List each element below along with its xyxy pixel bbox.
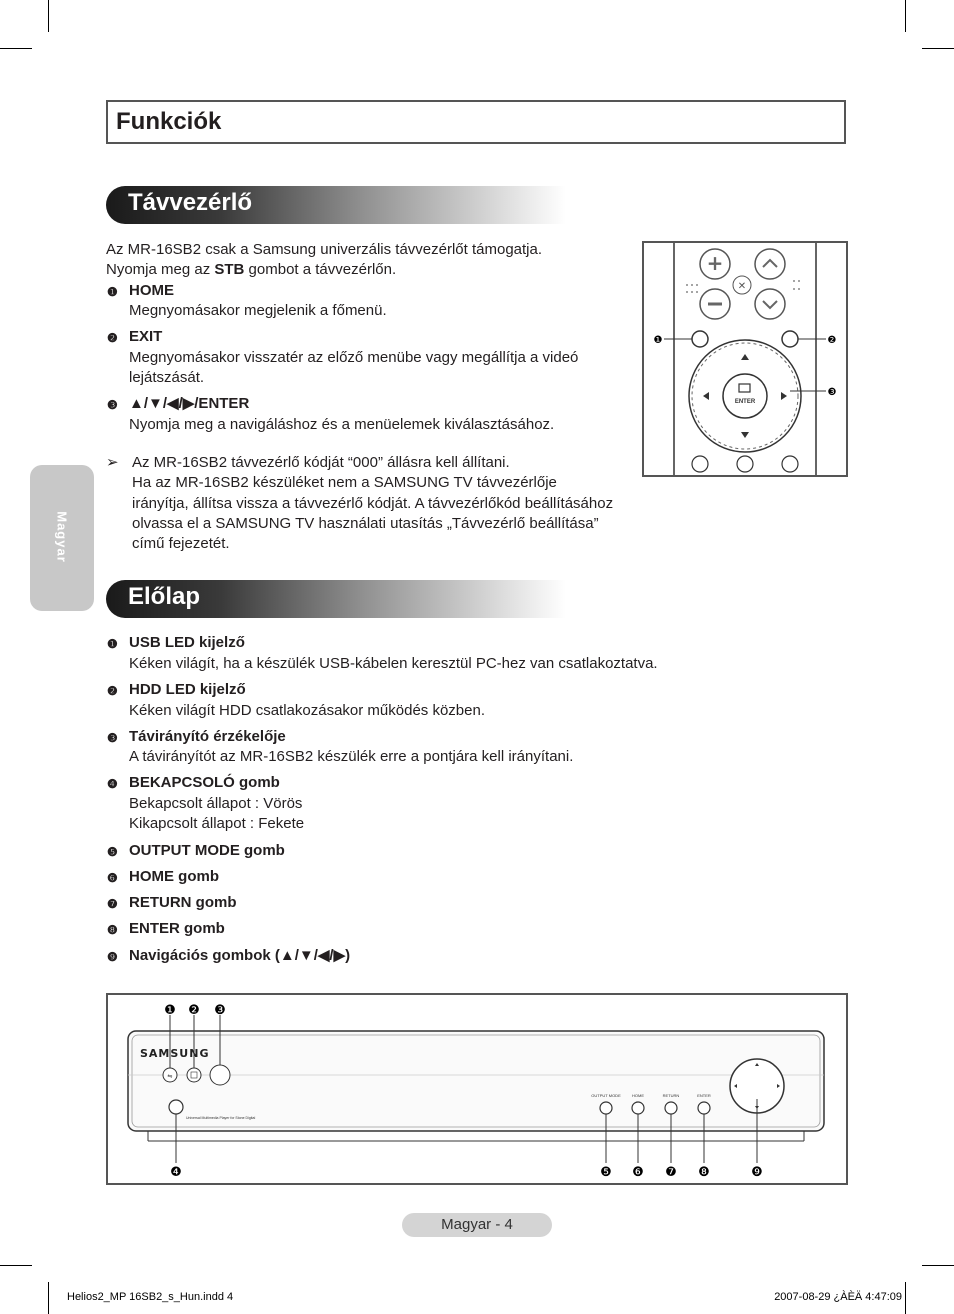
section-header-remote — [106, 186, 566, 224]
crop-mark — [922, 48, 954, 49]
front-panel-image — [106, 993, 848, 1185]
front-item-marker: ❸ — [107, 731, 118, 745]
callout-number: ❹ — [170, 1165, 182, 1180]
return-button — [665, 1102, 677, 1114]
callout-number: ❽ — [698, 1165, 710, 1180]
print-slug-right: 2007-08-29 ¿ÀÈÄ 4:47:09 — [774, 1291, 902, 1303]
home-button — [692, 331, 708, 347]
home-label: HOME — [632, 1093, 644, 1098]
usb-icon: ⇋ — [167, 1073, 173, 1080]
hdd-led — [187, 1068, 201, 1082]
front-item-desc: Kéken világít, ha a készülék USB-kábelen keresztül PC-hez van csatlakoztatva. — [129, 655, 658, 672]
remote-item-desc: Megnyomásakor visszatér az előző menübe vagy megállítja a videó — [129, 349, 579, 366]
section-header-front — [106, 580, 566, 618]
front-item-title: BEKAPCSOLÓ gomb — [129, 774, 280, 791]
crop-mark — [0, 48, 32, 49]
front-item-desc: Bekapcsolt állapot : Vörös — [129, 795, 303, 812]
front-item-title: HDD LED kijelző — [129, 681, 246, 698]
front-item-title: Navigációs gombok (▲/▼/◀/▶) — [129, 947, 351, 964]
front-item-title: HOME gomb — [129, 868, 219, 885]
print-slug-left: Helios2_MP 16SB2_s_Hun.indd 4 — [67, 1291, 234, 1303]
color-button — [692, 456, 708, 472]
callout-number: ❸ — [214, 1003, 226, 1018]
front-item-desc: A távirányítót az MR-16SB2 készülék erre a pontjára kell irányítani. — [129, 748, 574, 765]
crop-mark — [922, 1265, 954, 1266]
front-item-title: OUTPUT MODE gomb — [129, 842, 285, 859]
note-line: Az MR-16SB2 távvezérlő kódját “000” állásra kell állítani. — [132, 454, 510, 471]
section-title-front: Előlap — [128, 583, 201, 610]
note-line: Ha az MR-16SB2 készüléket nem a SAMSUNG TV távvezérlője — [132, 474, 557, 491]
crop-mark — [0, 1265, 32, 1266]
crop-mark — [48, 1282, 49, 1314]
note-line: című fejezetét. — [132, 535, 230, 552]
note-line: irányítja, állítsa vissza a távvezérlő kódját. A távvezérlőkód beállításához — [132, 495, 614, 512]
front-item-title: RETURN gomb — [129, 894, 237, 911]
remote-control-image — [642, 241, 848, 477]
remote-item-title: ▲/▼/◀/▶/ENTER — [129, 395, 250, 412]
samsung-logo: SAMSUNG — [140, 1047, 210, 1060]
front-item-marker: ❺ — [107, 845, 118, 859]
callout-number: ❺ — [600, 1165, 612, 1180]
front-item-marker: ❶ — [107, 637, 118, 651]
enter-button — [723, 374, 767, 418]
color-button — [782, 456, 798, 472]
page-number-pill — [402, 1213, 552, 1237]
plus-icon: + — [706, 251, 724, 275]
note-line: olvassa el a SAMSUNG TV használati utasítás „Távvezérlő beállítása” — [132, 515, 599, 532]
power-button — [169, 1100, 183, 1114]
ir-sensor — [210, 1065, 230, 1085]
front-item-marker: ❼ — [107, 897, 118, 911]
home-button — [632, 1102, 644, 1114]
remote-intro-stb: STB — [214, 261, 245, 278]
enter-label: ENTER — [734, 399, 756, 405]
callout-number: ❶ — [164, 1003, 176, 1018]
section-title-remote: Távvezérlő — [128, 189, 253, 216]
remote-intro-line1: Az MR-16SB2 csak a Samsung univerzális távvezérlőt támogatja. — [106, 241, 543, 258]
callout-number: ❸ — [827, 387, 837, 398]
remote-intro-line2 — [106, 260, 396, 280]
channel-down-button — [755, 289, 785, 319]
remote-item-marker: ❸ — [107, 398, 118, 412]
callout-number: ❶ — [653, 335, 663, 346]
remote-item-marker: ❷ — [107, 331, 118, 345]
note-arrow-icon: ➢ — [106, 454, 119, 471]
front-item-title: Távirányító érzékelője — [129, 728, 286, 745]
remote-drawing — [644, 243, 846, 475]
front-item-marker: ❻ — [107, 871, 118, 885]
remote-item-desc: Nyomja meg a navigáláshoz és a menüelemek kiválasztásához. — [129, 416, 555, 433]
remote-item-title: HOME — [129, 282, 174, 299]
exit-button — [782, 331, 798, 347]
remote-item-desc: Megnyomásakor megjelenik a főmenü. — [129, 302, 387, 319]
front-item-title: USB LED kijelző — [129, 634, 245, 651]
front-item-marker: ❹ — [107, 777, 118, 791]
remote-intro-post: gombot a távvezérlőn. — [244, 261, 397, 278]
panel-small-print: Universal Multimedia Player for Stone Digital — [186, 1116, 256, 1120]
crop-mark — [905, 1282, 906, 1314]
crop-mark — [905, 0, 906, 32]
crop-mark — [48, 0, 49, 32]
enter-label: ENTER — [697, 1093, 711, 1098]
front-panel-drawing — [108, 995, 846, 1183]
front-item-title: ENTER gomb — [129, 920, 225, 937]
front-item-marker: ❾ — [107, 950, 118, 964]
output-mode-button — [600, 1102, 612, 1114]
page-number: Magyar - 4 — [441, 1216, 513, 1233]
output-mode-label: OUTPUT MODE — [591, 1093, 621, 1098]
return-label: RETURN — [662, 1093, 680, 1098]
remote-item-marker: ❶ — [107, 285, 118, 299]
enter-button — [698, 1102, 710, 1114]
front-item-marker: ❷ — [107, 684, 118, 698]
remote-intro-pre: Nyomja meg az — [106, 261, 215, 278]
front-item-marker: ❽ — [107, 923, 118, 937]
language-side-tab — [30, 465, 94, 611]
remote-item-desc: lejátszását. — [129, 369, 205, 386]
language-side-tab-label: Magyar — [54, 511, 70, 563]
remote-item-title: EXIT — [129, 328, 163, 345]
front-item-desc: Kéken világít HDD csatlakozásakor működés közben. — [129, 702, 486, 719]
chapter-title: Funkciók — [116, 108, 222, 135]
color-button — [737, 456, 753, 472]
channel-up-button — [755, 249, 785, 279]
callout-number: ❷ — [188, 1003, 200, 1018]
callout-number: ❻ — [632, 1165, 644, 1180]
callout-number: ❾ — [751, 1165, 763, 1180]
callout-number: ❼ — [665, 1165, 677, 1180]
chapter-title-box — [106, 100, 846, 144]
front-item-desc: Kikapcsolt állapot : Fekete — [129, 815, 305, 832]
callout-number: ❷ — [827, 335, 837, 346]
mute-icon: ✕ — [737, 281, 747, 292]
